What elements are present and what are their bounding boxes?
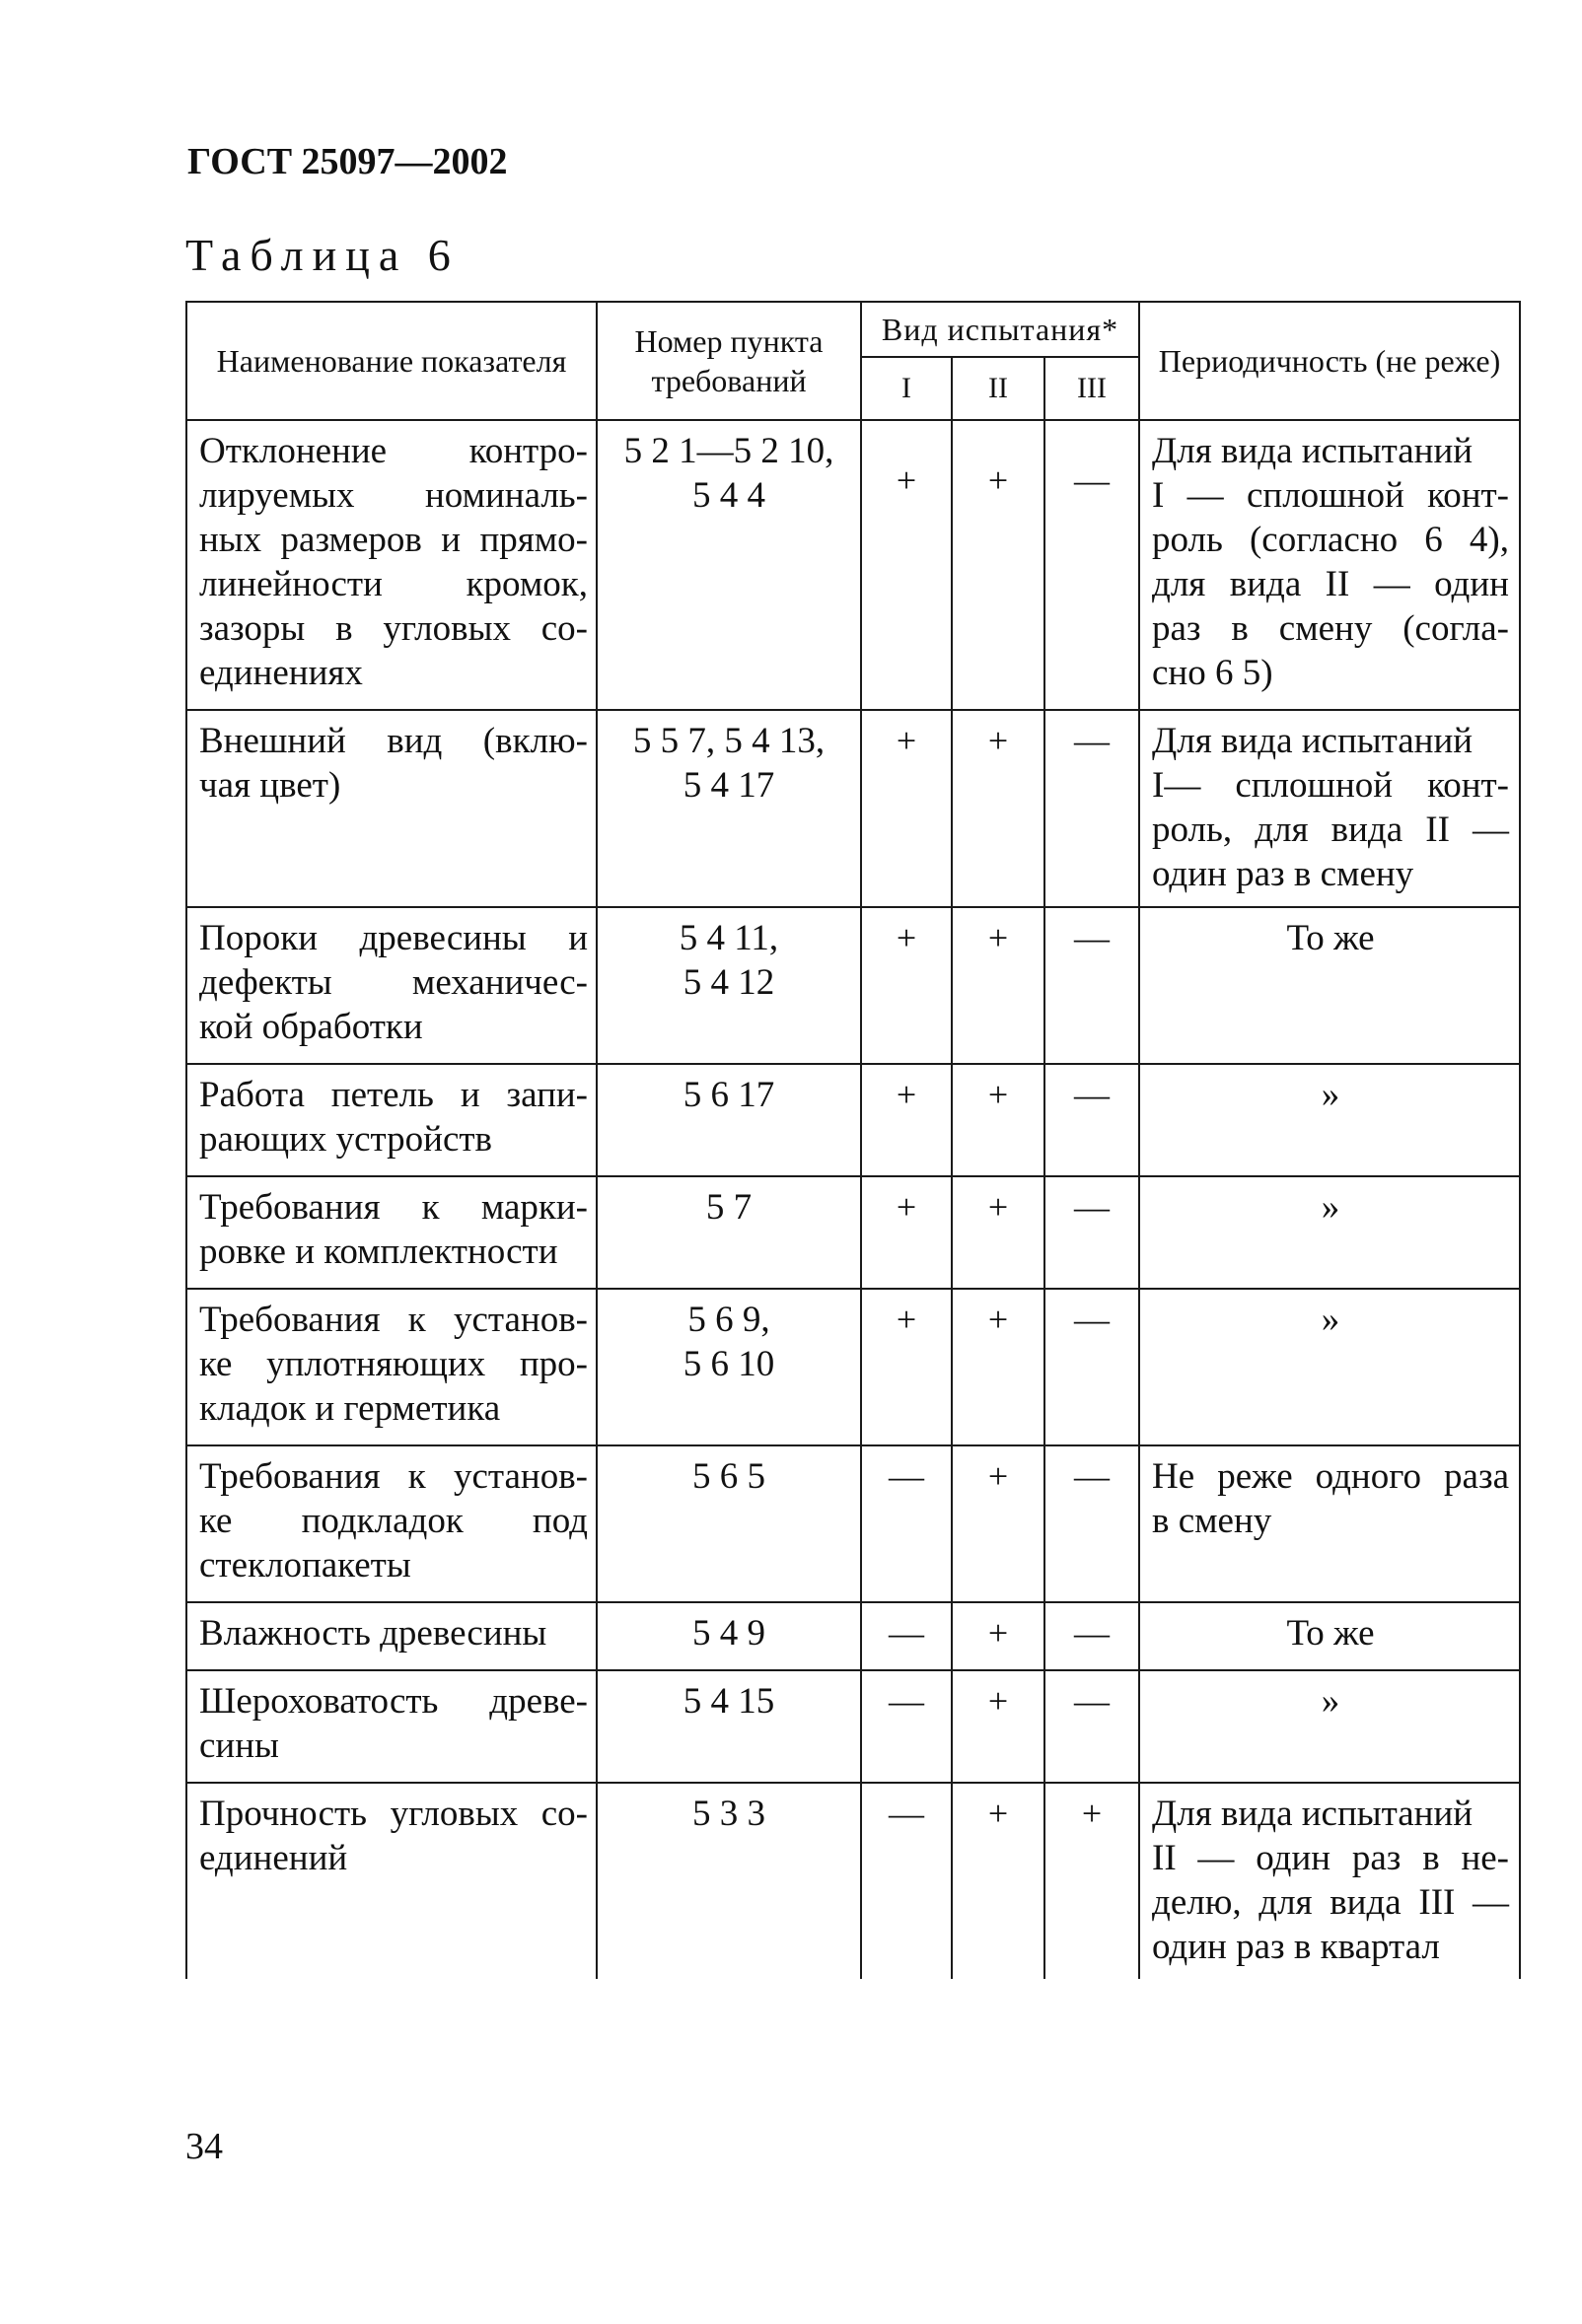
requirement-item-line: 5 4 12 <box>683 962 775 1003</box>
indicator-name-line: сины <box>199 1725 279 1766</box>
requirement-item-line: 5 3 3 <box>692 1794 765 1834</box>
indicator-name-line: Прочность угловых со- <box>199 1794 588 1834</box>
table-row <box>186 1445 1520 1602</box>
cell-indicator-name <box>186 1670 597 1783</box>
cell-test-type-1-mark: + <box>861 420 952 710</box>
indicator-name-line: ке уплотняющих про- <box>199 1344 588 1384</box>
requirement-item-line: 5 5 7, 5 4 13, <box>632 721 826 761</box>
indicator-name-line: Требования к установ- <box>199 1456 588 1497</box>
cell-test-type-3-mark: — <box>1044 1445 1139 1602</box>
cell-requirement-item <box>597 1064 861 1176</box>
cell-test-type-1-mark: — <box>861 1602 952 1670</box>
cell-test-type-1-mark: — <box>861 1445 952 1602</box>
cell-test-type-3-mark: — <box>1044 907 1139 1064</box>
cell-indicator-name <box>186 710 597 907</box>
periodicity-line: один раз в квартал <box>1152 1927 1440 1967</box>
cell-test-type-1-mark: — <box>861 1670 952 1783</box>
periodicity-line: » <box>1321 1300 1340 1340</box>
requirement-item-line: 5 4 4 <box>692 475 765 516</box>
periodicity-line: сно 6 5) <box>1152 653 1273 693</box>
indicator-name-line: Влажность древесины <box>199 1613 547 1654</box>
cell-indicator-name <box>186 1289 597 1445</box>
cell-test-type-1-mark: + <box>861 710 952 907</box>
cell-test-type-1-mark: + <box>861 1176 952 1289</box>
cell-test-type-3-mark: — <box>1044 420 1139 710</box>
cell-test-type-2-mark: + <box>952 1670 1044 1783</box>
cell-periodicity <box>1139 420 1520 710</box>
cell-periodicity <box>1139 1602 1520 1670</box>
cell-indicator-name <box>186 1064 597 1176</box>
cell-test-type-3-mark: — <box>1044 1602 1139 1670</box>
table-title: Таблица 6 <box>185 230 460 280</box>
cell-requirement-item <box>597 1176 861 1289</box>
periodicity-line: II — один раз в не- <box>1152 1838 1509 1878</box>
cell-test-type-1-mark: + <box>861 907 952 1064</box>
cell-periodicity <box>1139 1064 1520 1176</box>
indicator-name-line: дефекты механичес- <box>199 962 588 1003</box>
cell-test-type-3-mark: — <box>1044 1289 1139 1445</box>
table-row <box>186 1064 1520 1176</box>
periodicity-line: для вида II — один <box>1152 564 1509 604</box>
table-row <box>186 1670 1520 1783</box>
cell-periodicity <box>1139 1176 1520 1289</box>
cell-test-type-2-mark: + <box>952 1176 1044 1289</box>
cell-test-type-2-mark: + <box>952 420 1044 710</box>
requirement-item-line: 5 7 <box>705 1187 753 1228</box>
indicator-name-line: кой обработки <box>199 1007 423 1047</box>
periodicity-line: То же <box>1286 918 1375 958</box>
table-row <box>186 1176 1520 1289</box>
cell-test-type-1-mark: — <box>861 1783 952 1979</box>
periodicity-line: делю, для вида III — <box>1152 1882 1509 1923</box>
indicator-name-line: Внешний вид (вклю- <box>199 721 588 761</box>
periodicity-line: в смену <box>1152 1501 1272 1541</box>
periodicity-line: Для вида испытаний <box>1152 431 1474 471</box>
column-header-test-type: Вид испытания* <box>861 302 1139 357</box>
cell-test-type-2-mark: + <box>952 1602 1044 1670</box>
column-header-test-type-2: II <box>952 357 1044 420</box>
cell-test-type-1-mark: + <box>861 1064 952 1176</box>
requirement-item-line: 5 6 10 <box>683 1344 775 1384</box>
indicator-name-line: чая цвет) <box>199 765 341 806</box>
document-code: ГОСТ 25097—2002 <box>187 141 508 182</box>
cell-periodicity <box>1139 907 1520 1064</box>
cell-periodicity <box>1139 1445 1520 1602</box>
cell-test-type-3-mark: — <box>1044 1176 1139 1289</box>
table-row <box>186 1602 1520 1670</box>
cell-indicator-name <box>186 1602 597 1670</box>
table-row <box>186 710 1520 907</box>
requirement-item-line: 5 4 11, <box>679 918 779 958</box>
cell-requirement-item <box>597 1289 861 1445</box>
column-header-test-type-3: III <box>1044 357 1139 420</box>
indicator-name-line: Шероховатость древе- <box>199 1681 588 1722</box>
table-body <box>186 420 1520 1979</box>
indicator-name-line: линейности кромок, <box>199 564 588 604</box>
cell-test-type-2-mark: + <box>952 1064 1044 1176</box>
requirement-item-line: 5 6 5 <box>692 1456 765 1497</box>
cell-test-type-2-mark: + <box>952 1289 1044 1445</box>
cell-indicator-name <box>186 1783 597 1979</box>
cell-test-type-3-mark: — <box>1044 1670 1139 1783</box>
column-header-period: Периодичность (не реже) <box>1139 302 1520 420</box>
indicator-name-line: стеклопакеты <box>199 1545 411 1585</box>
periodicity-line: » <box>1321 1075 1340 1115</box>
requirement-item-line: 5 4 17 <box>683 765 775 806</box>
cell-indicator-name <box>186 1176 597 1289</box>
cell-test-type-2-mark: + <box>952 1783 1044 1979</box>
periodicity-line: один раз в смену <box>1152 854 1414 894</box>
cell-requirement-item <box>597 420 861 710</box>
cell-requirement-item <box>597 1602 861 1670</box>
cell-indicator-name <box>186 420 597 710</box>
cell-requirement-item <box>597 1670 861 1783</box>
requirement-item-line: 5 4 15 <box>683 1681 775 1722</box>
cell-test-type-1-mark: + <box>861 1289 952 1445</box>
cell-periodicity <box>1139 1670 1520 1783</box>
cell-test-type-3-mark: — <box>1044 1064 1139 1176</box>
indicator-name-line: Отклонение контро- <box>199 431 588 471</box>
cell-periodicity <box>1139 710 1520 907</box>
periodicity-line: I— сплошной конт- <box>1152 765 1509 806</box>
cell-requirement-item <box>597 907 861 1064</box>
table-header <box>186 302 1520 420</box>
indicator-name-line: ных размеров и прямо- <box>199 520 588 560</box>
cell-test-type-2-mark: + <box>952 710 1044 907</box>
indicator-name-line: рающих устройств <box>199 1119 493 1160</box>
indicator-name-line: Пороки древесины и <box>199 918 588 958</box>
periodicity-line: роль (согласно 6 4), <box>1152 520 1509 560</box>
indicator-name-line: единениях <box>199 653 363 693</box>
page-number: 34 <box>185 2126 223 2167</box>
indicator-name-line: Требования к марки- <box>199 1187 588 1228</box>
requirement-item-line: 5 4 9 <box>692 1613 765 1654</box>
requirements-table <box>185 301 1521 1979</box>
indicator-name-line: ке подкладок под <box>199 1501 588 1541</box>
periodicity-line: Для вида испытаний <box>1152 1794 1474 1834</box>
column-header-item: Номер пункта требований <box>597 302 861 420</box>
periodicity-line: роль, для вида II — <box>1152 810 1509 850</box>
cell-indicator-name <box>186 907 597 1064</box>
indicator-name-line: зазоры в угловых со- <box>199 608 588 649</box>
indicator-name-line: единений <box>199 1838 348 1878</box>
cell-requirement-item <box>597 1783 861 1979</box>
indicator-name-line: Требования к установ- <box>199 1300 588 1340</box>
cell-requirement-item <box>597 710 861 907</box>
cell-periodicity <box>1139 1783 1520 1979</box>
column-header-test-type-1: I <box>861 357 952 420</box>
table-row <box>186 1783 1520 1979</box>
periodicity-line: » <box>1321 1187 1340 1228</box>
table-row <box>186 420 1520 710</box>
cell-requirement-item <box>597 1445 861 1602</box>
requirement-item-line: 5 2 1—5 2 10, <box>623 431 834 471</box>
cell-test-type-3-mark: — <box>1044 710 1139 907</box>
periodicity-line: Для вида испытаний <box>1152 721 1474 761</box>
periodicity-line: раз в смену (согла- <box>1152 608 1509 649</box>
periodicity-line: Не реже одного раза <box>1152 1456 1509 1497</box>
cell-periodicity <box>1139 1289 1520 1445</box>
table-row <box>186 1289 1520 1445</box>
cell-indicator-name <box>186 1445 597 1602</box>
cell-test-type-2-mark: + <box>952 907 1044 1064</box>
indicator-name-line: лируемых номиналь- <box>199 475 588 516</box>
indicator-name-line: Работа петель и запи- <box>199 1075 588 1115</box>
column-header-name: Наименование показателя <box>186 302 597 420</box>
indicator-name-line: ровке и комплектности <box>199 1232 558 1272</box>
table-row <box>186 907 1520 1064</box>
indicator-name-line: кладок и герметика <box>199 1388 501 1429</box>
requirement-item-line: 5 6 9, <box>687 1300 770 1340</box>
cell-test-type-3-mark: + <box>1044 1783 1139 1979</box>
cell-test-type-2-mark: + <box>952 1445 1044 1602</box>
periodicity-line: » <box>1321 1681 1340 1722</box>
periodicity-line: То же <box>1286 1613 1375 1654</box>
periodicity-line: I — сплошной конт- <box>1152 475 1509 516</box>
requirement-item-line: 5 6 17 <box>683 1075 775 1115</box>
